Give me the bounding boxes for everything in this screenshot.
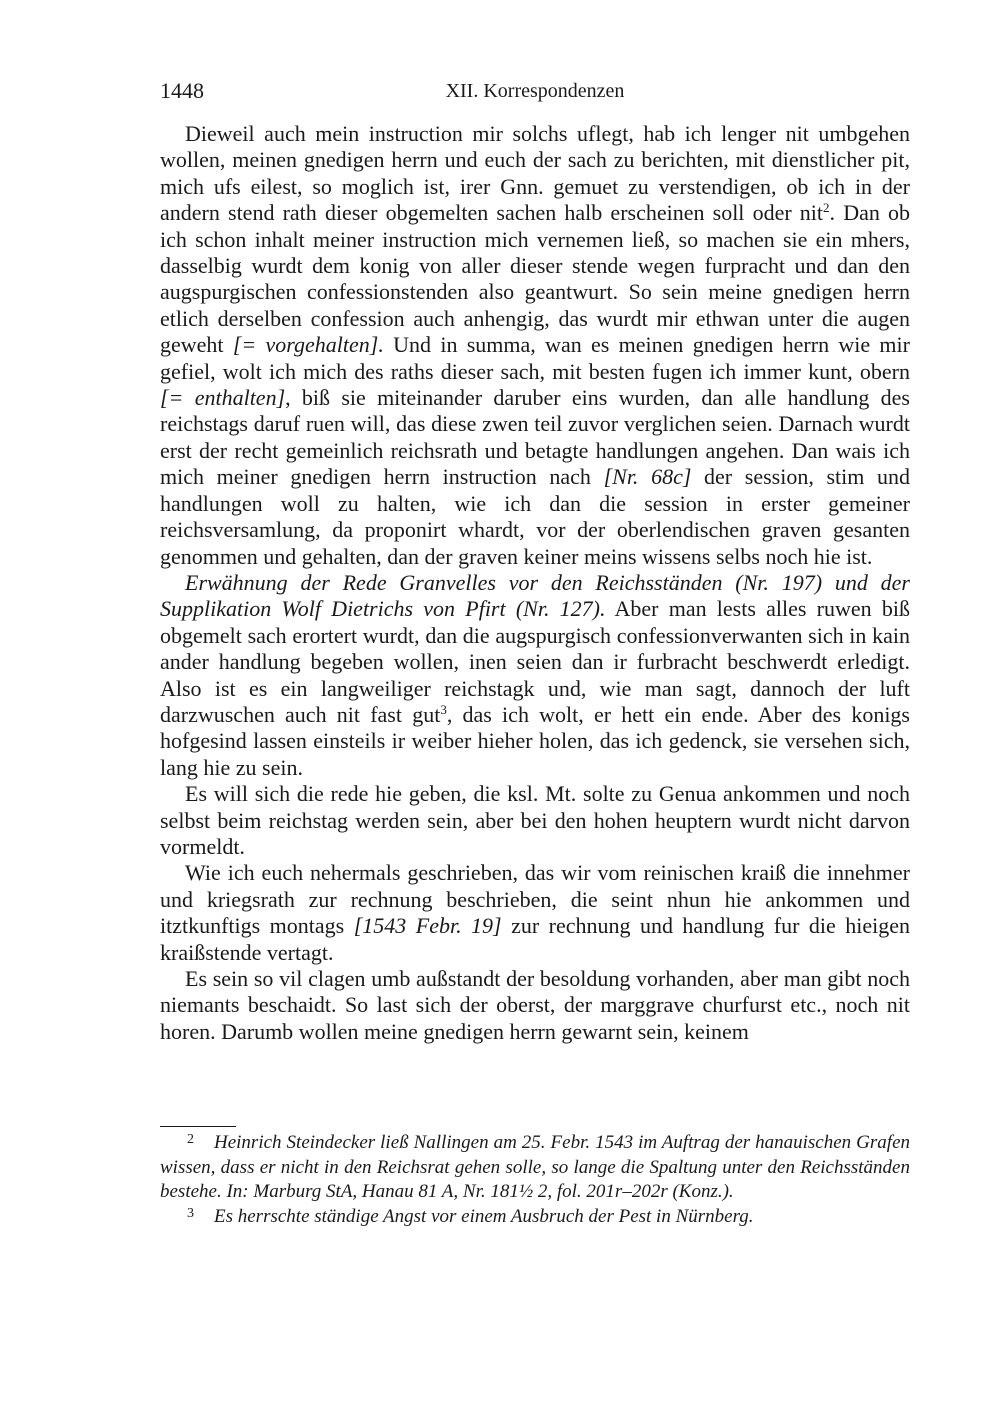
paragraph-1 [160, 121, 910, 570]
running-title: XII. Korrespondenzen [445, 80, 625, 102]
page-number: 1448 [160, 78, 204, 103]
text-run: der session, stim und handlungen woll zu halten, wie ich dan die session in erster gemeiner reichsversamlung, da proponirt whardt, vor der oberlendischen graven gesanten genommen und gehalten, dan der graven keiner meins wissens selbs noch hie ist. [160, 464, 910, 569]
editorial-gloss: [= enthalten] [160, 385, 286, 411]
page-header [160, 78, 910, 108]
footnote-number: 2 [187, 1132, 194, 1147]
footnote-number: 3 [187, 1205, 194, 1221]
footnotes [160, 1131, 910, 1229]
main-text [160, 121, 910, 1045]
editorial-summary: Erwähnung der Rede Granvelles vor den Reichsständen (Nr. 197) und der Supplikation Wolf Dietrichs von Pfirt (Nr. 127). [160, 569, 910, 622]
text-run: Und in summa, wan es meinen gnedigen herrn wie mir gefiel, wolt ich mich des raths dieser sach, mit besten fugen ich immer kunt, obern [160, 332, 910, 384]
text-run: Dieweil auch mein instruction mir solchs uflegt, hab ich lenger nit umbgehen wollen, meinen gnedigen herrn und euch der sach zu berichten, mit dienstlicher pit, mich ufs eilest, so moglich ist, irer Gnn. gemuet zu verstendigen, ob ich in der andern stend rath dieser obgemelten sachen halb erscheinen soll oder nit [160, 121, 910, 226]
footnote-separator [160, 1126, 236, 1127]
footnote-2 [160, 1131, 910, 1205]
editorial-reference: [Nr. 68c] [603, 464, 692, 490]
text-run: . Dan ob ich schon inhalt meiner instruction mich vernemen ließ, so machen sie ein mhers, dasselbig wurdt dem konig von aller dieser stende wegen furpracht und dan den augspurgischen confessionstenden also geantwurt. So sein meine gnedigen herrn etlich derselben confession auch anhengig, das wurdt mir ethwan unter die augen geweht [160, 200, 910, 358]
paragraph-5: Es sein so vil clagen umb außstandt der besoldung vorhanden, aber man gibt noch niemants beschaidt. So last sich der oberst, der marggrave churfurst etc., noch nit horen. Darumb wollen meine gnedigen herrn gewarnt sein, keinem [160, 966, 910, 1044]
text-run: Wie ich euch nehermals geschrieben, das wir vom reinischen kraiß die innehmer und kriegsrath zur rechnung beschrieben, die seint nhun hie ankommen und itztkunftigs montags [160, 860, 910, 939]
paragraph-2 [160, 570, 910, 781]
footnote-ref-2: 2 [823, 200, 830, 216]
editorial-gloss: [= vorgehalten]. [232, 332, 384, 358]
text-run: zur rechnung und handlung fur die hieigen kraißstende vertagt. [160, 913, 911, 965]
paragraph-3: Es will sich die rede hie geben, die ksl. Mt. solte zu Genua ankommen und noch selbst beim reichstag werden sein, aber bei den hohen heuptern wurdt nicht darvon vormeldt. [160, 781, 910, 859]
paragraph-4 [160, 860, 910, 966]
editorial-date: [1543 Febr. 19] [353, 913, 502, 939]
text-run: , das ich wolt, er hett ein ende. Aber des konigs hofgesind lassen einsteils ir weiber hieher holen, das ich gedenck, sie versehen sich, lang hie zu sein. [160, 701, 910, 780]
footnote-text: Heinrich Steindecker ließ Nallingen am 25. Febr. 1543 im Auftrag der hanauischen Grafen wissen, dass er nicht in den Reichsrat gehen solle, so lange die Spaltung unter den Reichsständen bestehe. In: Marburg StA, Hanau 81 A, Nr. 181½ 2, fol. 201r–202r (Konz.). [160, 1132, 910, 1202]
text-run: Aber man lests alles ruwen biß obgemelt sach erortert wurdt, dan die augspurgisch confessionverwanten sich in kain ander handlung begeben wollen, inen seien dan ir furbracht beschwerdt erledigt. Also ist es ein langweiliger reichstagk und, wie man sagt, dannoch der luft darzwuschen auch nit fast gut [160, 596, 910, 727]
text-run: , biß sie miteinander daruber eins wurden, dan alle handlung des reichstags daruf ruen will, das diese zwen teil zuvor verglichen seien. Darnach wurdt erst der recht gemeinlich reichsrath und betagte handlungen angehen. Dan wais ich mich meiner gnedigen herrn instruction nach [160, 385, 910, 490]
footnote-3 [160, 1205, 910, 1230]
footnote-text: Es herrschte ständige Angst vor einem Ausbruch der Pest in Nürnberg. [214, 1205, 754, 1227]
footnote-ref-3: 3 [440, 701, 447, 717]
